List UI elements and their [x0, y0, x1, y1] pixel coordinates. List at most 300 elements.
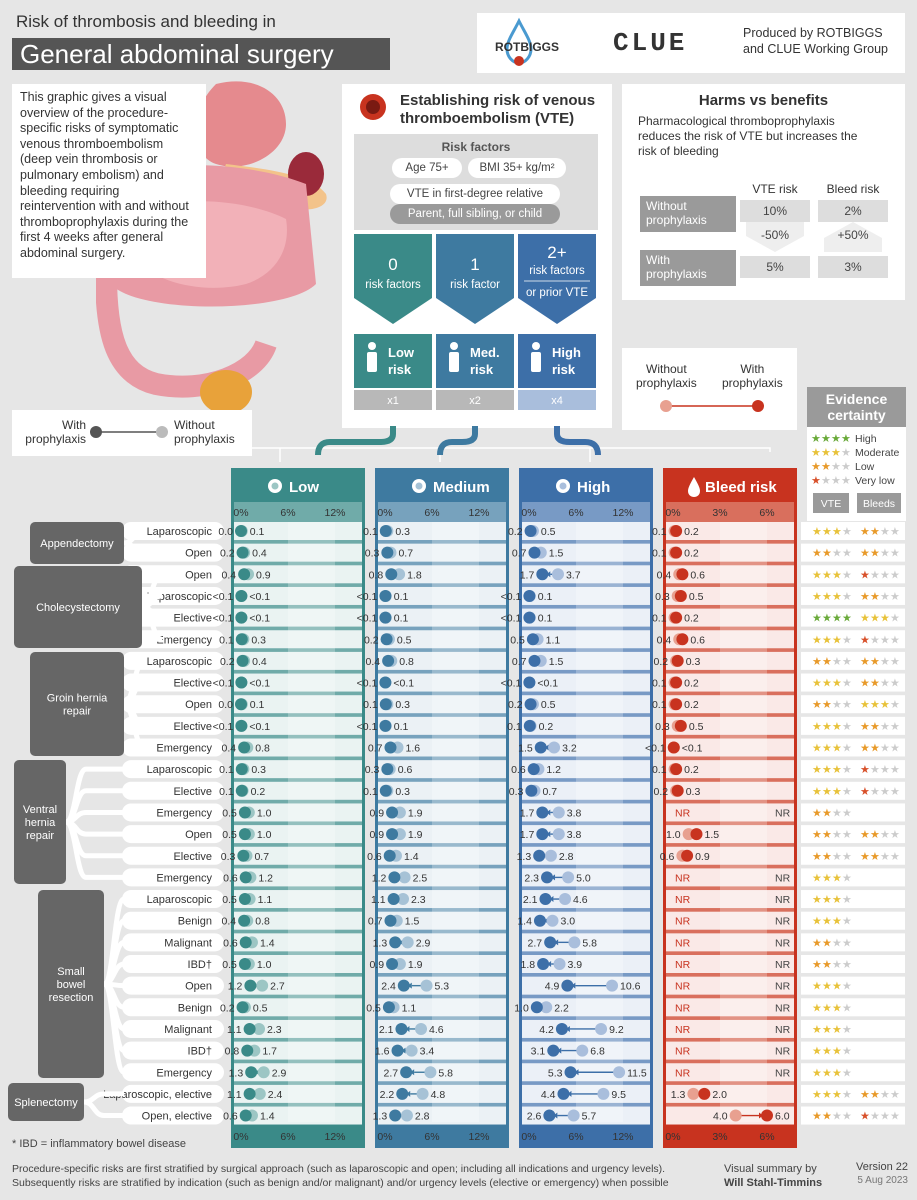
- dot-with: [239, 806, 251, 818]
- star-icon: ★: [832, 915, 842, 928]
- dot-without: [552, 568, 564, 580]
- star-icon: ★: [822, 612, 832, 625]
- value-with: 0.9: [369, 959, 385, 971]
- row-label: Benign: [177, 915, 212, 928]
- tick-bottom-high-0: 0%: [521, 1131, 537, 1143]
- tick-bottom-bleed-0: 0%: [665, 1131, 681, 1143]
- dot-with: [544, 936, 556, 948]
- tick-bottom-bleed-2: 6%: [759, 1131, 775, 1143]
- value-without: 1.4: [259, 1110, 275, 1123]
- dot-with: [385, 568, 397, 580]
- value-without: 2.5: [412, 872, 428, 885]
- tick-bottom-bleed-1: 3%: [712, 1131, 728, 1143]
- dot-with: [384, 915, 396, 927]
- dot-with: [236, 633, 248, 645]
- table-row: [122, 522, 905, 540]
- table-row: [122, 782, 905, 800]
- value-without: 0.2: [653, 655, 669, 668]
- star-icon: ★: [812, 634, 822, 647]
- star-icon: ★: [870, 850, 880, 863]
- star-icon: ★: [832, 807, 842, 820]
- risk-factor-age: Age 75+: [392, 158, 462, 178]
- row-label: Laparoscopic: [146, 894, 212, 907]
- star-icon: ★: [890, 634, 900, 647]
- value-without: 4.8: [430, 1088, 446, 1101]
- star-icon: ★: [831, 433, 841, 445]
- dot-with: [381, 763, 393, 775]
- value-without: 4.0: [713, 1110, 728, 1123]
- star-icon: ★: [812, 980, 822, 993]
- star-icon: ★: [812, 829, 822, 842]
- value-without: 4.6: [573, 894, 588, 907]
- dot-with: [670, 677, 682, 689]
- produced-by-line1: Produced by ROTBIGGS: [743, 26, 883, 40]
- dot-with: [400, 1066, 412, 1078]
- value-with: 3.1: [530, 1045, 546, 1058]
- level-risk-label2-2: risk: [552, 362, 576, 377]
- value-without: 0.6: [397, 764, 413, 777]
- value-without: 1.0: [666, 829, 681, 842]
- dot-with: [525, 698, 537, 710]
- evidence-col-vte: VTE: [820, 498, 842, 510]
- credit-line2: Will Stahl-Timmins: [724, 1177, 823, 1189]
- value-without: 1.6: [405, 742, 421, 755]
- star-icon: ★: [822, 764, 832, 777]
- footer-note1: Procedure-specific risks are first stratified by surgical approach (such as laparoscopic and open; including all indications and urgency levels).: [12, 1163, 666, 1175]
- level-text2-2: or prior VTE: [526, 287, 588, 299]
- value-with: 1.3: [516, 850, 532, 863]
- level-count-0: 0: [388, 255, 398, 274]
- evidence-title-l2: certainty: [827, 407, 886, 423]
- star-icon: ★: [842, 526, 852, 538]
- value-with: 1.7: [519, 807, 535, 820]
- value-with: 2.7: [383, 1067, 399, 1080]
- row-label: Laparoscopic: [146, 526, 212, 538]
- value-with: 1.7: [519, 829, 535, 842]
- dot-with: [240, 936, 252, 948]
- star-icon: ★: [890, 699, 900, 712]
- tick-bottom-high-1: 6%: [568, 1131, 584, 1143]
- value-with: 0.3: [508, 785, 524, 798]
- dot-with: [240, 871, 252, 883]
- tick-bottom-high-2: 12%: [612, 1131, 634, 1143]
- level-count-1: 1: [470, 255, 480, 274]
- star-icon: ★: [832, 634, 842, 647]
- row-label: Emergency: [156, 634, 212, 647]
- value-with: 0.5: [222, 959, 237, 971]
- star-icon: ★: [822, 569, 832, 582]
- star-icon: ★: [812, 526, 822, 538]
- dot-with: [534, 915, 546, 927]
- star-icon: ★: [890, 590, 900, 603]
- tick-top-low-2: 12%: [324, 507, 346, 519]
- value-with: 0.8: [368, 569, 384, 582]
- value-without: 9.5: [611, 1088, 627, 1101]
- star-icon: ★: [822, 915, 832, 928]
- harms-text-line2: reduces the risk of VTE but increases the: [638, 129, 858, 143]
- row-label: Laparoscopic: [146, 764, 212, 777]
- star-icon: ★: [842, 980, 852, 993]
- star-icon: ★: [870, 764, 880, 777]
- legend-right-with-l2: prophylaxis: [722, 376, 783, 390]
- dot-with: [676, 568, 688, 580]
- value-with: 0.9: [369, 829, 385, 842]
- value-with: 1.1: [227, 1023, 242, 1036]
- value-with: 1.1: [371, 894, 386, 907]
- value-without: <0.1: [249, 677, 271, 690]
- legend-left-without-l2: prophylaxis: [174, 432, 235, 446]
- dot-with: [379, 720, 391, 732]
- value-without: 2.8: [414, 1110, 430, 1123]
- value-without: 0.8: [399, 655, 414, 668]
- star-icon: ★: [832, 872, 842, 885]
- flow-arrow-high: [557, 426, 598, 455]
- star-icon: ★: [841, 447, 851, 459]
- row-label: Open: [185, 699, 212, 712]
- star-icon: ★: [842, 959, 852, 971]
- value-without: 1.0: [256, 959, 272, 971]
- star-icon: ★: [890, 677, 900, 690]
- level-dot-inner: [560, 483, 567, 490]
- value-without: 6.8: [590, 1045, 605, 1058]
- value-with: <0.1: [500, 612, 522, 625]
- tick-top-low-0: 0%: [233, 507, 249, 519]
- dot-with: [675, 590, 687, 602]
- group-label: [14, 760, 124, 884]
- value-without: 0.1: [393, 720, 409, 733]
- star-icon: ★: [822, 959, 832, 971]
- group-name: Small: [57, 966, 85, 978]
- level-risk-label2-1: risk: [470, 362, 494, 377]
- table-row: [122, 630, 905, 648]
- dot-with: [523, 590, 535, 602]
- value-with: 2.3: [524, 872, 540, 885]
- star-icon: ★: [832, 612, 842, 625]
- evidence-level-2: Low: [855, 461, 875, 473]
- value-without: 0.1: [651, 526, 667, 538]
- star-icon: ★: [842, 569, 852, 582]
- table-row: [122, 1042, 905, 1060]
- tick-bottom-low-0: 0%: [233, 1131, 249, 1143]
- tick-top-high-0: 0%: [521, 507, 537, 519]
- dot-with: [380, 698, 392, 710]
- group-label: [14, 566, 162, 648]
- star-icon: ★: [880, 720, 890, 733]
- harms-text-line1: Pharmacological thromboprophylaxis: [638, 114, 835, 128]
- table-row: [122, 998, 905, 1016]
- value-with: 4.4: [540, 1088, 556, 1101]
- dot-with: [386, 828, 398, 840]
- star-icon: ★: [832, 1045, 842, 1058]
- star-icon: ★: [842, 915, 852, 928]
- star-icon: ★: [812, 699, 822, 712]
- value-without: 9.2: [609, 1023, 624, 1036]
- star-icon: ★: [832, 1110, 842, 1123]
- tick-top-high-1: 6%: [568, 507, 584, 519]
- star-icon: ★: [842, 612, 852, 625]
- value-without: 2.3: [267, 1023, 282, 1036]
- star-icon: ★: [812, 1110, 822, 1123]
- value-with: 0.1: [219, 634, 234, 647]
- tick-top-med-0: 0%: [377, 507, 393, 519]
- dot-without: [553, 806, 565, 818]
- star-icon: ★: [832, 547, 842, 560]
- star-icon: ★: [841, 461, 851, 473]
- legend-right-without-l2: prophylaxis: [636, 376, 697, 390]
- value-without: 3.7: [565, 569, 581, 582]
- value-nr: NR: [675, 1002, 691, 1015]
- row-label: Open: [185, 980, 212, 993]
- value-without: 0.1: [393, 590, 409, 603]
- star-icon: ★: [812, 569, 822, 582]
- dot-with: [556, 1023, 568, 1035]
- value-nr: NR: [675, 872, 691, 885]
- star-icon: ★: [812, 720, 822, 733]
- value-with: 0.4: [221, 742, 237, 755]
- level-count-2: 2+: [547, 243, 567, 262]
- dot-without: [568, 1110, 580, 1122]
- dot-with: [237, 850, 249, 862]
- star-icon: ★: [860, 677, 870, 690]
- dot-with: [536, 568, 548, 580]
- value-with: 0.8: [224, 1045, 240, 1058]
- risk-factors-title: Risk factors: [441, 140, 511, 154]
- group-name: Appendectomy: [40, 538, 114, 550]
- dot-with: [528, 763, 540, 775]
- level-dot-icon: [412, 479, 426, 493]
- star-icon: ★: [812, 1067, 822, 1080]
- star-icon: ★: [832, 785, 842, 798]
- harms-row-without-l2: prophylaxis: [646, 213, 707, 227]
- value-with: 0.3: [685, 655, 701, 668]
- value-without: 2.8: [558, 850, 574, 863]
- star-icon: ★: [860, 785, 870, 798]
- star-icon: ★: [812, 547, 822, 560]
- value-with: 0.2: [684, 526, 699, 538]
- table-row: [122, 847, 905, 865]
- star-icon: ★: [821, 461, 831, 473]
- star-icon: ★: [880, 569, 890, 582]
- value-without: 0.7: [542, 785, 558, 798]
- value-with: 0.6: [223, 937, 238, 950]
- credit: [724, 1162, 822, 1190]
- dot-with: [239, 958, 251, 970]
- harms-col-bleed: Bleed risk: [826, 182, 880, 196]
- star-icon: ★: [890, 1088, 900, 1101]
- level-dot-icon: [556, 479, 570, 493]
- dot-with: [239, 893, 251, 905]
- value-with: 0.2: [684, 764, 699, 777]
- value-with: 4.9: [544, 980, 560, 993]
- value-without: <0.1: [249, 612, 271, 625]
- value-with: 0.9: [369, 807, 385, 820]
- star-icon: ★: [822, 1023, 832, 1036]
- star-icon: ★: [890, 547, 900, 560]
- value-without: 3.9: [567, 959, 583, 971]
- star-icon: ★: [832, 526, 842, 538]
- value-without: 2.2: [554, 1002, 569, 1015]
- star-icon: ★: [860, 1088, 870, 1101]
- dot-with: [528, 547, 540, 559]
- value-with: <0.1: [356, 720, 378, 733]
- value-with: 0.2: [219, 1002, 235, 1015]
- star-icon: ★: [870, 655, 880, 668]
- dot-with: [537, 958, 549, 970]
- value-nr: NR: [675, 894, 691, 907]
- value-without: 0.3: [655, 720, 670, 733]
- value-with: 2.6: [526, 1110, 542, 1123]
- star-icon: ★: [842, 785, 852, 798]
- star-icon: ★: [870, 785, 880, 798]
- star-icon: ★: [832, 829, 842, 842]
- dot-with: [523, 677, 535, 689]
- dot-with: [524, 720, 536, 732]
- star-icon: ★: [890, 569, 900, 582]
- star-icon: ★: [812, 850, 822, 863]
- dot-with: [670, 547, 682, 559]
- star-icon: ★: [842, 850, 852, 863]
- dot-with: [670, 525, 682, 537]
- dot-without: [424, 1066, 436, 1078]
- value-with: 1.0: [514, 1002, 529, 1015]
- star-icon: ★: [832, 1067, 842, 1080]
- level-mult-1: x2: [469, 395, 481, 407]
- star-icon: ★: [842, 655, 852, 668]
- panel-title-low: Low: [289, 479, 319, 496]
- dot-without: [553, 828, 565, 840]
- table-row: [122, 825, 905, 843]
- legend-right-without-l1: Without: [646, 362, 687, 376]
- star-icon: ★: [870, 612, 880, 625]
- star-icon: ★: [832, 655, 842, 668]
- panel-title-bleed: Bleed risk: [705, 479, 777, 496]
- star-icon: ★: [832, 677, 842, 690]
- star-icon: ★: [880, 1110, 890, 1123]
- row-label: Open, elective: [141, 1110, 212, 1123]
- table-row: [122, 695, 905, 713]
- flow-arrow-low: [318, 426, 393, 455]
- level-risk-label-0: Low: [388, 345, 414, 360]
- value-without: 2.3: [411, 894, 426, 907]
- value-with: 0.7: [511, 655, 527, 668]
- table-row: [122, 933, 905, 951]
- star-icon: ★: [842, 634, 852, 647]
- dot-with: [380, 785, 392, 797]
- value-with: 0.5: [688, 590, 704, 603]
- value-without: 1.5: [404, 915, 420, 928]
- dot-without: [406, 1045, 418, 1057]
- star-icon: ★: [870, 699, 880, 712]
- dot-with: [395, 1023, 407, 1035]
- dot-with: [384, 742, 396, 754]
- star-icon: ★: [880, 742, 890, 755]
- star-icon: ★: [822, 720, 832, 733]
- table-row: [122, 587, 905, 605]
- star-icon: ★: [842, 1045, 852, 1058]
- value-without: 2.9: [415, 937, 431, 950]
- value-without: 0.1: [651, 764, 667, 777]
- value-without: 0.1: [249, 699, 265, 712]
- value-with: 2.2: [379, 1088, 395, 1101]
- star-icon: ★: [880, 699, 890, 712]
- value-with: 0.2: [363, 634, 379, 647]
- value-without: <0.1: [249, 720, 271, 733]
- dot-without: [256, 980, 268, 992]
- value-with: 1.2: [227, 980, 243, 993]
- dot-with: [676, 633, 688, 645]
- value-without: <0.1: [393, 677, 415, 690]
- value-nr: NR: [675, 807, 691, 820]
- value-nr-right: NR: [775, 872, 791, 885]
- value-without: 0.3: [395, 699, 410, 712]
- vte-change-value: -50%: [760, 228, 789, 242]
- row-label: IBD†: [187, 1045, 212, 1058]
- value-with: 5.3: [547, 1067, 563, 1080]
- row-label: Emergency: [156, 872, 212, 885]
- value-without: 0.3: [251, 634, 266, 647]
- dot-with: [383, 1001, 395, 1013]
- bleed-without-value: 2%: [818, 200, 888, 222]
- star-icon: ★: [812, 872, 822, 885]
- value-with: 1.3: [372, 1110, 388, 1123]
- value-nr: NR: [675, 1023, 691, 1036]
- value-with: 1.6: [374, 1045, 390, 1058]
- star-icon: ★: [860, 850, 870, 863]
- dot-with: [389, 1110, 401, 1122]
- value-nr-right: NR: [775, 1002, 791, 1015]
- star-icon: ★: [842, 872, 852, 885]
- dot-with: [388, 871, 400, 883]
- table-row: [122, 803, 905, 821]
- star-icon: ★: [822, 850, 832, 863]
- star-icon: ★: [832, 742, 842, 755]
- value-with: 0.1: [219, 764, 234, 777]
- dot-with: [527, 633, 539, 645]
- star-icon: ★: [842, 590, 852, 603]
- value-with: 1.5: [704, 829, 720, 842]
- value-with: 6.0: [775, 1110, 790, 1123]
- star-icon: ★: [880, 634, 890, 647]
- star-icon: ★: [821, 447, 831, 459]
- group-name: Cholecystectomy: [36, 602, 120, 614]
- value-without: 3.8: [566, 807, 582, 820]
- level-text-2: risk factors: [529, 265, 585, 277]
- dot-without: [258, 1066, 270, 1078]
- row-label: Emergency: [156, 807, 212, 820]
- dot-without: [559, 893, 571, 905]
- dot-with: [236, 763, 248, 775]
- table-row: [122, 977, 905, 995]
- row-label: Elective: [173, 785, 212, 798]
- star-icon: ★: [860, 526, 870, 538]
- star-icon: ★: [832, 1023, 842, 1036]
- value-without: 0.4: [252, 655, 267, 668]
- star-icon: ★: [880, 547, 890, 560]
- vte-without-value: 10%: [740, 200, 810, 222]
- star-icon: ★: [842, 1110, 852, 1123]
- value-with: 0.5: [222, 894, 237, 907]
- star-icon: ★: [842, 699, 852, 712]
- legend-left-without-l1: Without: [174, 418, 215, 432]
- row-label: Laparoscopic: [146, 655, 212, 668]
- tick-bottom-low-2: 12%: [324, 1131, 346, 1143]
- star-icon: ★: [811, 447, 821, 459]
- dot-with: [244, 1088, 256, 1100]
- value-nr: NR: [675, 980, 691, 993]
- dot-with: [238, 742, 250, 754]
- value-with: 0.1: [363, 699, 378, 712]
- dot-with: [381, 633, 393, 645]
